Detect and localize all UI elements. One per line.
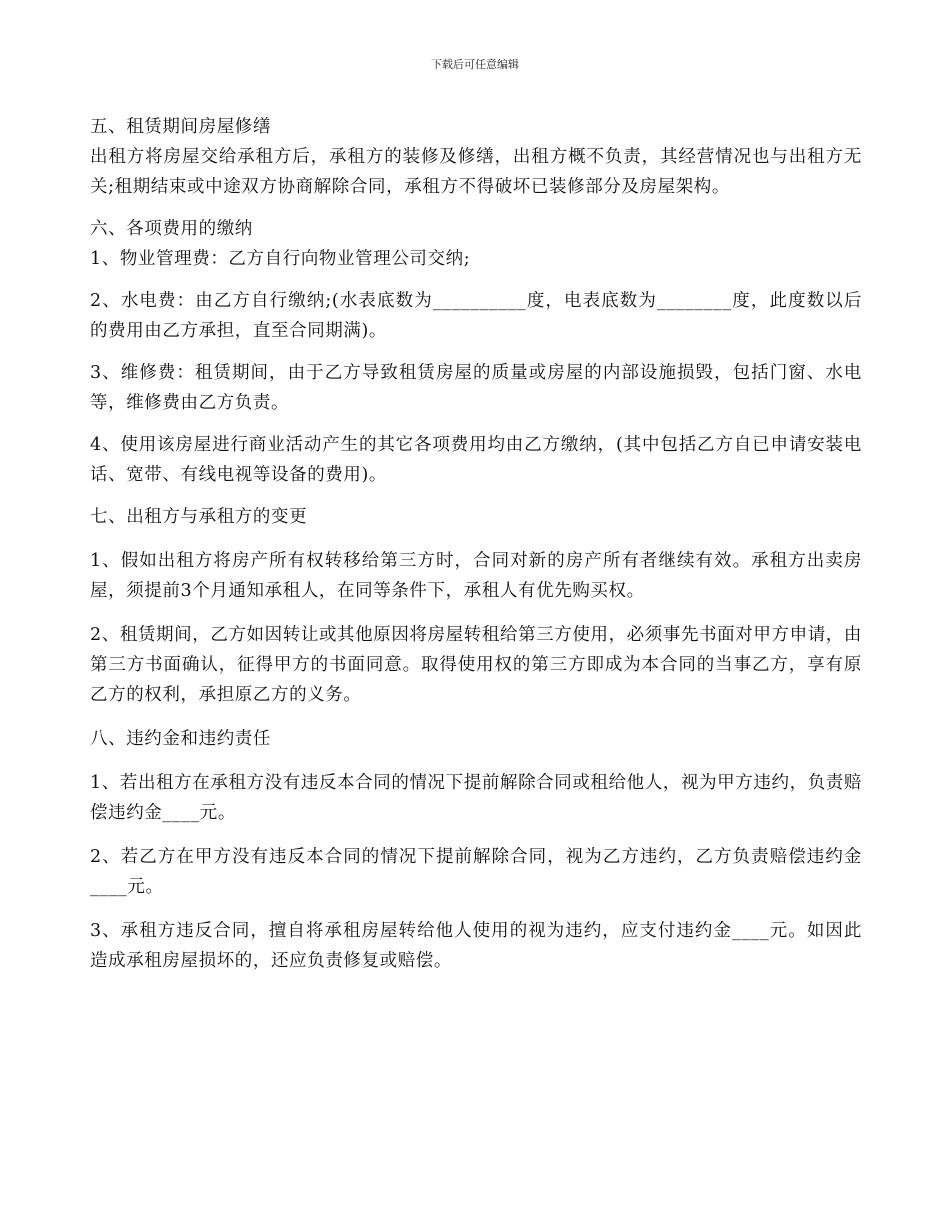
section-6-item-1: 1、物业管理费：乙方自行向物业管理公司交纳; <box>90 249 471 269</box>
section-6-heading: 六、各项费用的缴纳 <box>90 219 253 239</box>
section-6-item-2: 2、水电费：由乙方自行缴纳;(水表底数为__________度，电表底数为________度，此度数以后的费用由乙方承担，直至合同期满)。 <box>90 291 862 341</box>
section-8-heading: 八、违约金和违约责任 <box>90 729 271 749</box>
section-6-item-4: 4、使用该房屋进行商业活动产生的其它各项费用均由乙方缴纳，(其中包括乙方自已申请安装电话、宽带、有线电视等设备的费用)。 <box>90 435 862 485</box>
section-8-item-3: 3、承租方违反合同，擅自将承租房屋转给他人使用的视为违约，应支付违约金____元。如因此造成承租房屋损坏的，还应负责修复或赔偿。 <box>90 921 862 971</box>
document-body <box>90 112 862 976</box>
section-7-item-1: 1、假如出租方将房产所有权转移给第三方时，合同对新的房产所有者继续有效。承租方出卖房屋，须提前3个月通知承租人，在同等条件下，承租人有优先购买权。 <box>90 551 862 601</box>
section-7-heading: 七、出租方与承租方的变更 <box>90 507 308 527</box>
section-7-item-2: 2、租赁期间，乙方如因转让或其他原因将房屋转租给第三方使用，必须事先书面对甲方申请，由第三方书面确认，征得甲方的书面同意。取得使用权的第三方即成为本合同的当事乙方，享有原乙方的权利，承担原乙方的义务。 <box>90 625 862 705</box>
section-5-heading: 五、租赁期间房屋修缮 <box>90 117 271 137</box>
page-header: 下载后可任意编辑 <box>431 58 519 71</box>
section-8-item-2: 2、若乙方在甲方没有违反本合同的情况下提前解除合同，视为乙方违约，乙方负责赔偿违约金____元。 <box>90 847 862 897</box>
section-8-item-1: 1、若出租方在承租方没有违反本合同的情况下提前解除合同或租给他人，视为甲方违约，负责赔偿违约金____元。 <box>90 773 862 823</box>
section-5-paragraph-1: 出租方将房屋交给承租方后，承租方的装修及修缮，出租方概不负责，其经营情况也与出租方无关;租期结束或中途双方协商解除合同，承租方不得破坏已装修部分及房屋架构。 <box>90 147 862 197</box>
section-6-item-3: 3、维修费：租赁期间，由于乙方导致租赁房屋的质量或房屋的内部设施损毁，包括门窗、水电等，维修费由乙方负责。 <box>90 363 862 413</box>
